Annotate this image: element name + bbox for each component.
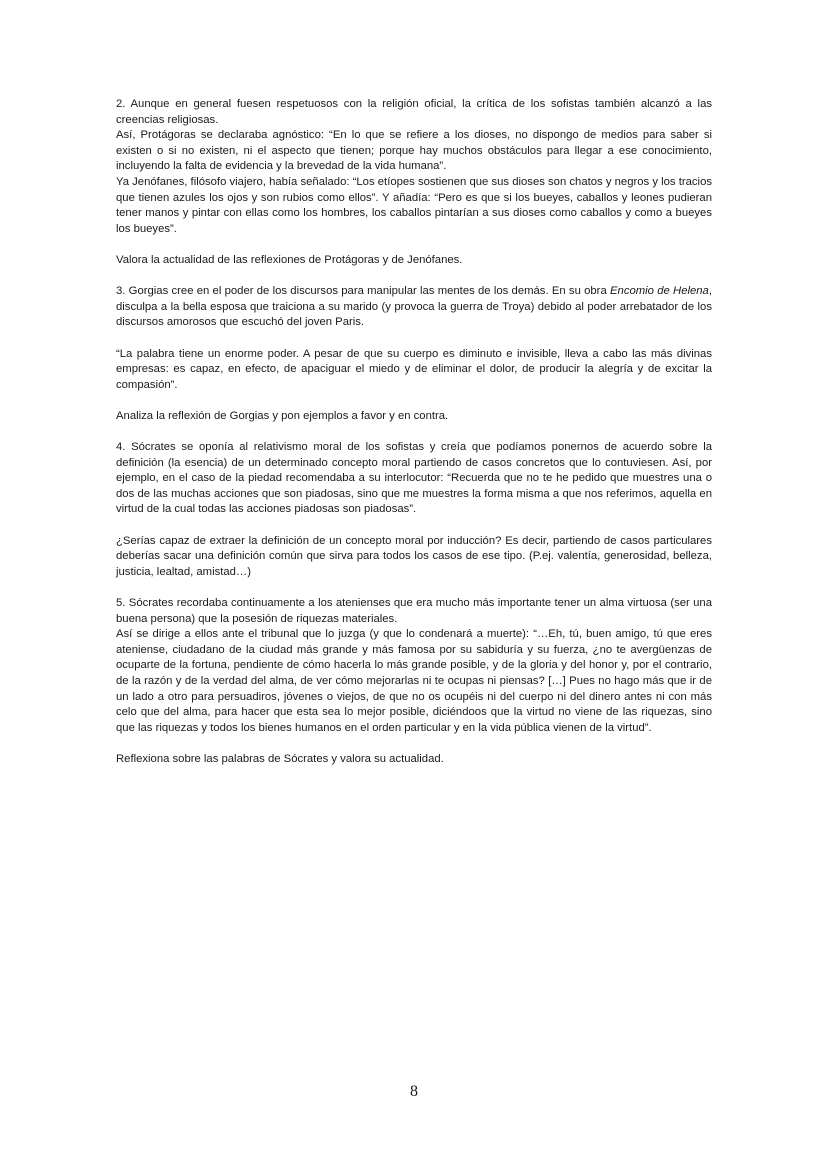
paragraph-gap <box>116 518 712 534</box>
question-4 <box>116 440 712 580</box>
protagoras-quote: Así, Protágoras se declaraba agnóstico: “En lo que se refiere a los dioses, no dispongo de medios para saber si existen o si no existen, ni el aspecto que tienen; porque hay muchos obstáculos para llegar a ese conocimiento, incluyendo la falta de evidencia y la brevedad de la vida humana”. <box>116 129 712 173</box>
document-body <box>116 97 712 768</box>
paragraph-gap <box>116 269 712 285</box>
paragraph-gap <box>116 736 712 752</box>
paragraph-gap <box>116 393 712 409</box>
question-5 <box>116 596 712 768</box>
gorgias-quote: “La palabra tiene un enorme poder. A pesar de que su cuerpo es diminuto e invisible, lleva a cabo las más divinas empresas: es capaz, en efecto, de apaciguar el miedo y de eliminar el dolor, de producir la alegría y de excitar la compasión”. <box>116 347 712 391</box>
question-4-task: ¿Serías capaz de extraer la definición de un concepto moral por inducción? Es decir, partiendo de casos particulares deberías sacar una definición común que sirva para todos los casos de ese tipo. (P.ej. valentía, generosidad, belleza, justicia, lealtad, amistad…) <box>116 534 712 578</box>
question-3 <box>116 284 712 424</box>
paragraph-gap <box>116 331 712 347</box>
work-title: Encomio de Helena <box>610 285 709 298</box>
paragraph-gap <box>116 424 712 440</box>
question-2-intro: 2. Aunque en general fuesen respetuosos con la religión oficial, la crítica de los sofistas también alcanzó a las creencias religiosas. <box>116 98 712 126</box>
question-4-intro: 4. Sócrates se oponía al relativismo moral de los sofistas y creía que podíamos ponernos de acuerdo sobre la definición (la esencia) de un determinado concepto moral partiendo de casos concretos que lo contuviesen. Así, por ejemplo, en el caso de la piedad recomendaba a su interlocutor: “Recuerda que no te he pedido que muestres una o dos de las muchas acciones que son piadosas, sino que me muestres la forma misma a que nos referimos, aquella en virtud de la cual todas las acciones piadosas son piadosas”. <box>116 441 712 516</box>
question-2 <box>116 97 712 269</box>
jenofanes-quote: Ya Jenófanes, filósofo viajero, había señalado: “Los etíopes sostienen que sus dioses son chatos y negros y los tracios que tienen azules los ojos y son rubios como ellos”. Y añadía: “Pero es que si los bueyes, caballos y leones pudieran tener manos y pintar con ellas como los hombres, los caballos pintarían a sus dioses como caballos y como a bueyes los bueyes”. <box>116 175 712 235</box>
question-5-intro: 5. Sócrates recordaba continuamente a los atenienses que era mucho más importante tener un alma virtuosa (ser una buena persona) que la posesión de riquezas materiales. <box>116 597 712 625</box>
question-3-intro-end: , disculpa a la bella esposa que traiciona a su marido (y provoca la guerra de Troya) debido al poder arrebatador de los discursos amorosos que escuchó del joven Paris. <box>116 285 712 329</box>
question-3-intro <box>116 284 712 331</box>
question-2-task: Valora la actualidad de las reflexiones de Protágoras y de Jenófanes. <box>116 253 463 266</box>
socrates-quote: Así se dirige a ellos ante el tribunal que lo juzga (y que lo condenará a muerte): “…Eh, tú, buen amigo, tú que eres ateniense, ciudadano de la ciudad más grande y más famosa por su sabiduría y su fuerza, ¿no te avergüenzas de ocuparte de la fortuna, pendiente de cómo hacerla lo más grande posible, y de la gloria y del honor y, por el contrario, de la razón y de la verdad del alma, de ver cómo mejorarlas ni te ocupas ni piensas? […] Pues no hago más que ir de un lado a otro para persuadiros, jóvenes o viejos, de que no os ocupéis ni del cuerpo ni del dinero antes ni con más celo que del alma, para hacer que esta sea lo mejor posible, diciéndoos que la virtud no viene de las riquezas, sino que las riquezas y todos los bienes humanos en el orden particular y en la vida pública vienen de la virtud”. <box>116 628 712 734</box>
paragraph-gap <box>116 580 712 596</box>
question-5-task: Reflexiona sobre las palabras de Sócrates y valora su actualidad. <box>116 752 444 765</box>
question-3-intro-start: 3. Gorgias cree en el poder de los discursos para manipular las mentes de los demás. En su obra <box>116 285 610 298</box>
question-3-task: Analiza la reflexión de Gorgias y pon ejemplos a favor y en contra. <box>116 409 449 422</box>
page-number: 8 <box>410 1083 418 1100</box>
paragraph-gap <box>116 237 712 253</box>
